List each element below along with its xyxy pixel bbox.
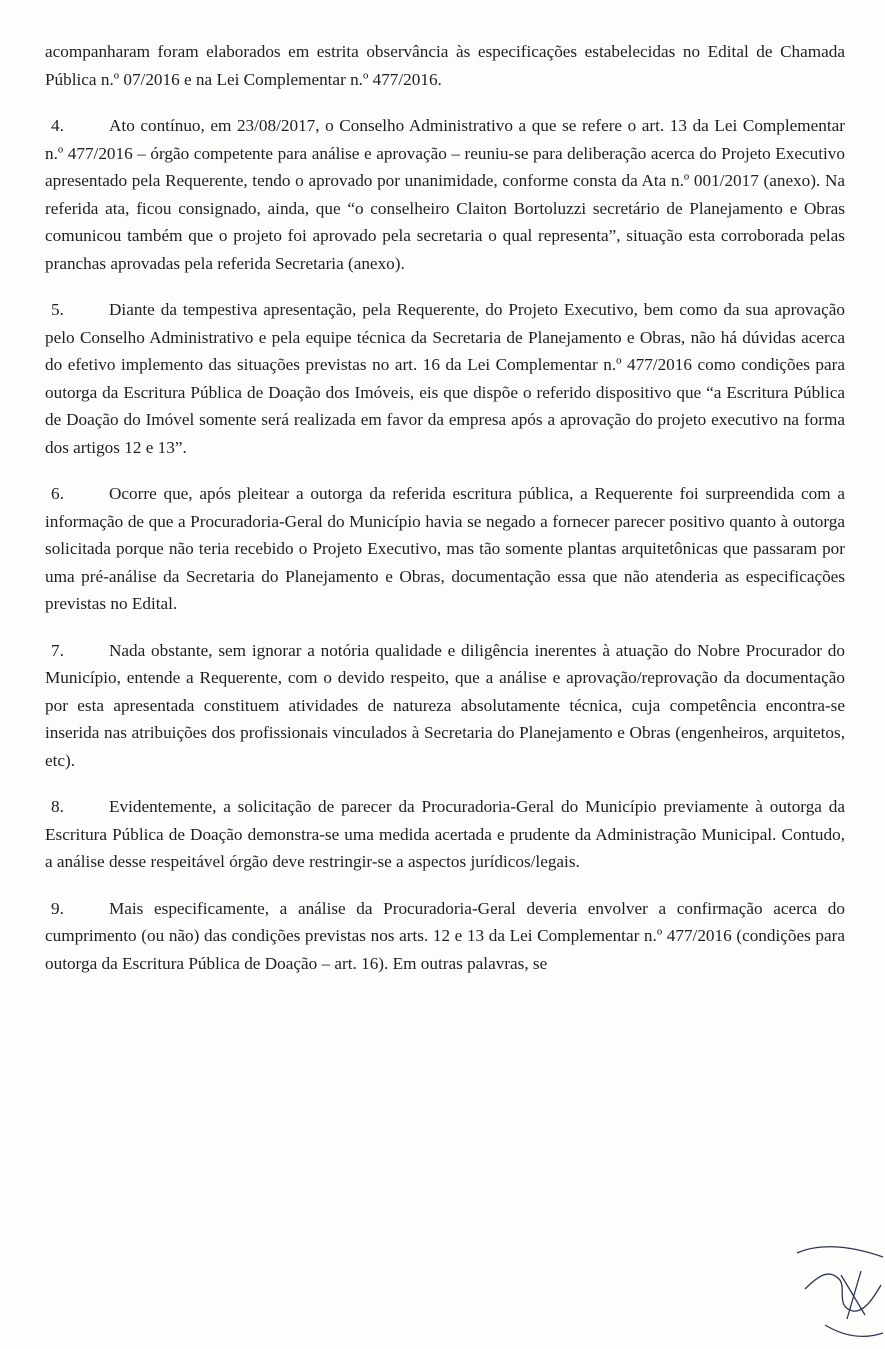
paragraph-text: acompanharam foram elaborados em estrita observância às especificações estabelecidas no Edital de Chamada Pública n.º 07/2016 e na Lei Complementar n.º 477/2016. (45, 42, 845, 89)
paragraph-text: Ato contínuo, em 23/08/2017, o Conselho Administrativo a que se refere o art. 13 da Lei Complementar n.º 477/2016 – órgão competente para análise e aprovação – reuniu-se para deliberação acerca do Projeto Executivo apresentado pela Requerente, tendo o aprovado por unanimidade, conforme consta da Ata n.º 001/2017 (anexo). Na referida ata, ficou consignado, ainda, que “o conselheiro Claiton Bortoluzzi secretário de Planejamento e Obras comunicou também que o projeto foi aprovado pela secretaria o qual representa”, situação esta corroborada pelas pranchas aprovadas pela referida Secretaria (anexo). (45, 116, 845, 273)
paragraph-number: 5. (51, 300, 64, 319)
paragraph-text: Evidentemente, a solicitação de parecer da Procuradoria-Geral do Município previamente à outorga da Escritura Pública de Doação demonstra-se uma medida acertada e prudente da Administração Municipal. Contudo, a análise desse respeitável órgão deve restringir-se a aspectos jurídicos/legais. (45, 797, 845, 871)
paragraph-7 (45, 637, 845, 775)
paragraph-4 (45, 112, 845, 277)
paragraph-number: 7. (51, 640, 64, 660)
paragraph-text: Nada obstante, sem ignorar a notória qualidade e diligência inerentes à atuação do Nobre Procurador do Município, entende a Requerente, com o devido respeito, que a análise e aprovação/reprovação da documentação por esta apresentada constituem atividades de natureza absolutamente técnica, cuja competência encontra-se inserida nas atribuições dos profissionais vinculados à Secretaria do Planejamento e Obras (engenheiros, arquitetos, etc). (45, 640, 845, 770)
paragraph-number: 4. (51, 116, 64, 135)
paragraph-5 (45, 296, 845, 461)
paragraph-8 (45, 793, 845, 876)
paragraph-continuation (45, 38, 845, 93)
paragraph-number: 6. (51, 484, 64, 503)
paragraph-text: Mais especificamente, a análise da Procuradoria-Geral deveria envolver a confirmação acerca do cumprimento (ou não) das condições previstas nos arts. 12 e 13 da Lei Complementar n.º 477/2016 (condições para outorga da Escritura Pública de Doação – art. 16). Em outras palavras, se (45, 898, 845, 973)
paragraph-number: 9. (51, 898, 64, 918)
document-body (45, 38, 845, 996)
paragraph-text: Diante da tempestiva apresentação, pela Requerente, do Projeto Executivo, bem como da sua aprovação pelo Conselho Administrativo e pela equipe técnica da Secretaria de Planejamento e Obras, não há dúvidas acerca do efetivo implemento das situações previstas no art. 16 da Lei Complementar n.º 477/2016 como condições para outorga da Escritura Pública de Doação dos Imóveis, eis que dispõe o referido dispositivo que “a Escritura Pública de Doação do Imóvel somente será realizada em favor da empresa após a aprovação do projeto executivo na forma dos artigos 12 e 13”. (45, 300, 845, 457)
paragraph-text: Ocorre que, após pleitear a outorga da referida escritura pública, a Requerente foi surpreendida com a informação de que a Procuradoria-Geral do Município havia se negado a fornecer parecer positivo quanto à outorga solicitada porque não teria recebido o Projeto Executivo, mas tão somente plantas arquitetônicas que passaram por uma pré-análise da Secretaria do Planejamento e Obras, documentação essa que não atenderia as especificações previstas no Edital. (45, 484, 845, 613)
paragraph-number: 8. (51, 797, 64, 816)
handwritten-signature (795, 1215, 885, 1345)
paragraph-6 (45, 480, 845, 618)
paragraph-9 (45, 895, 845, 978)
